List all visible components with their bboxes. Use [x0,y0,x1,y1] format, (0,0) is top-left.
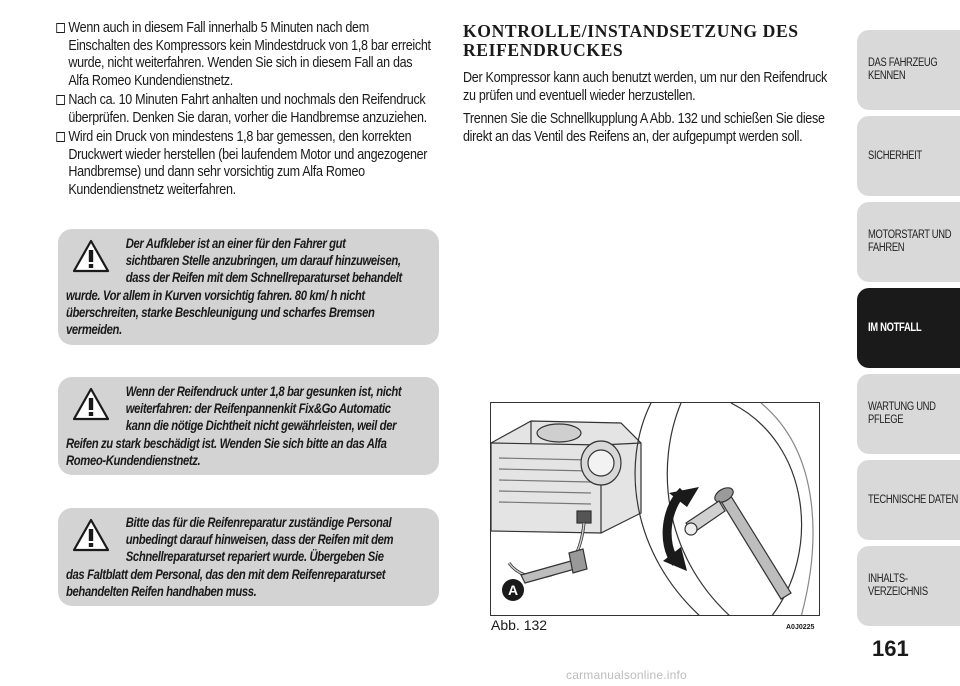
tab-das-fahrzeug-kennen[interactable]: DAS FAHRZEUG KENNEN [857,30,960,110]
paragraph: Der Kompressor kann auch benutzt werden, um nur den Reifendruck zu prüfen und eventuell wieder herzustellen. [463,70,828,104]
warning-text: Bitte das für die Reifenreparatur zuständige Personal unbedingt darauf hinweisen, dass der Reifen mit dem Schnellreparaturset repariert wurde. Übergeben Sie das Faltblatt dem Personal, das den mit dem Reifenreparaturset behandelten Reifen handhaben muss. [66,515,394,599]
checkbox-bullet-icon [56,23,65,33]
svg-text:A: A [507,582,519,598]
page-number: 161 [872,636,909,661]
warning-panel-sticker [58,229,439,345]
bullet-item [58,129,436,199]
bullet-text: Wird ein Druck von mindestens 1,8 bar gemessen, den korrekten Druckwert wieder herstellen (bei laufendem Motor und angezogener Handbremse) und dann sehr vorsichtig zum Alfa Romeo Kundendienstnetz weiterfahren. [68,129,428,198]
warning-panel-personnel [58,508,439,606]
right-column [463,22,843,152]
tab-im-notfall[interactable]: IM NOTFALL [857,288,960,368]
figure-caption: Abb. 132 [491,617,548,633]
paragraph: Trennen Sie die Schnellkupplung A Abb. 132 und schießen Sie diese direkt an das Ventil des Reifens an, der aufgepumpt werden soll. [463,111,825,145]
tab-sicherheit[interactable]: SICHERHEIT [857,116,960,196]
bullet-text: Wenn auch in diesem Fall innerhalb 5 Minuten nach dem Einschalten des Kompressors kein Mindestdruck von 1,8 bar erreicht wurde, nicht weiterfahren. Wenden Sie sich in diesem Fall an das Alfa Romeo Kundendienstnetz. [68,20,431,89]
warning-text: Wenn der Reifendruck unter 1,8 bar gesunken ist, nicht weiterfahren: der Reifenpannenkit Fix&Go Automatic kann die nötige Dichtheit nicht gewährleisten, weil der Reifen zu stark beschädigt ist. Wenden Sie sich bitte an das Alfa Romeo-Kundendienstnetz. [66,384,402,468]
figure-code: A0J0225 [786,624,815,631]
bullet-item [58,92,436,127]
figure-compressor-illustration [490,402,820,616]
bullet-item [58,20,436,90]
tab-technische-daten[interactable]: TECHNISCHE DATEN [857,460,960,540]
tab-wartung-und-pflege[interactable]: WARTUNG UND PFLEGE [857,374,960,454]
tab-motorstart-und-fahren[interactable]: MOTORSTART UND FAHREN [857,202,960,282]
checkbox-bullet-icon [56,95,65,105]
warning-panel-pressure [58,377,439,475]
compressor-valve-illustration [491,403,820,616]
warning-text: Der Aufkleber ist an einer für den Fahrer gut sichtbaren Stelle anzubringen, um darauf hinzuweisen, dass der Reifen mit dem Schnellreparaturset behandelt wurde. Vor allem in Kurven vorsichtig fahren. 80 km/ h nicht überschreiten, starke Beschleunigung und scharfes Bremsen vermeiden. [66,236,402,338]
bullet-text: Nach ca. 10 Minuten Fahrt anhalten und nochmals den Reifendruck überprüfen. Denken Sie daran, vorher die Handbremse anzuziehen. [68,92,427,126]
tab-inhaltsverzeichnis[interactable]: INHALTS- VERZEICHNIS [857,546,960,626]
left-column [58,20,442,201]
watermark: carmanualsonline.info [566,668,687,682]
section-heading: KONTROLLE/INSTANDSETZUNG DES REIFENDRUCKES [463,21,799,60]
checkbox-bullet-icon [56,132,65,142]
